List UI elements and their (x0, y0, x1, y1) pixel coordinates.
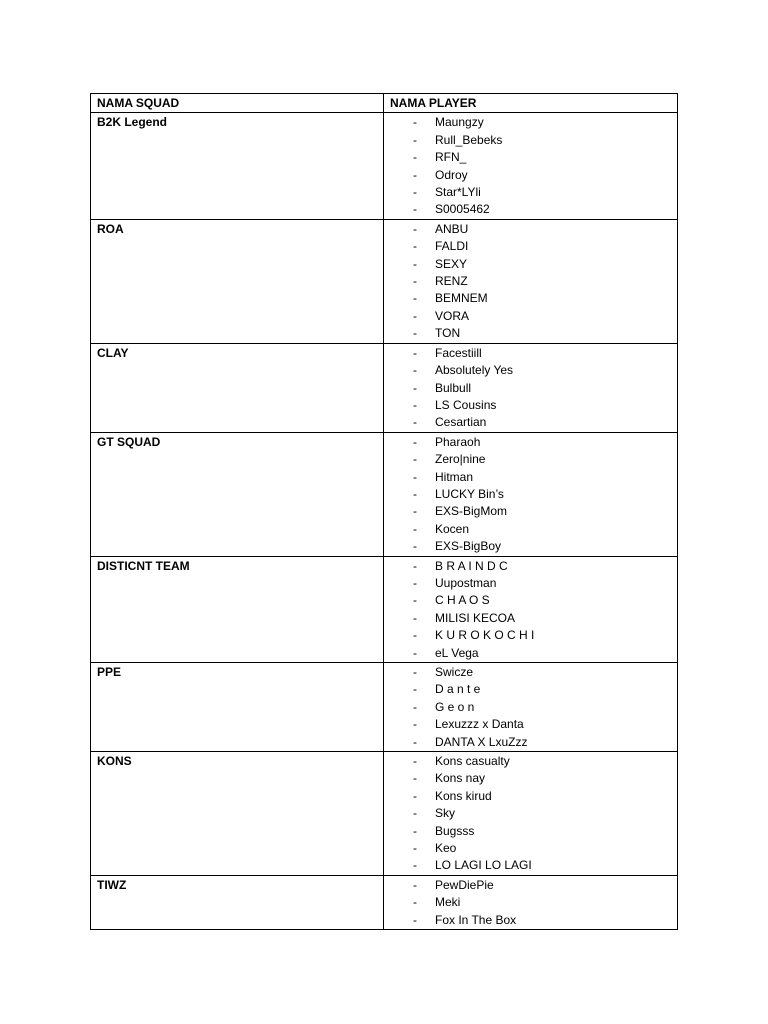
player-name: Kons casualty (435, 754, 510, 769)
list-item (384, 558, 677, 575)
player-cell (384, 556, 678, 662)
list-bullet: - (413, 415, 417, 430)
list-item (384, 503, 677, 520)
player-name: Hitman (435, 469, 474, 484)
player-name: eL Vega (435, 645, 479, 660)
player-cell (384, 432, 678, 556)
player-cell (384, 113, 678, 219)
player-name: Lexuzzz x Danta (435, 717, 524, 732)
list-item (384, 716, 677, 733)
player-name: Meki (435, 895, 461, 910)
player-name: Keo (435, 841, 457, 856)
list-item (384, 645, 677, 662)
player-name: LUCKY Bin’s (435, 486, 504, 501)
player-name: S0005462 (435, 202, 490, 217)
player-name: Uupostman (435, 575, 497, 590)
player-name: FALDI (435, 239, 469, 254)
player-name: B R A I N D C (435, 558, 508, 573)
table-row (91, 556, 678, 662)
list-item (384, 486, 677, 503)
list-bullet: - (413, 469, 417, 484)
list-item (384, 132, 677, 149)
list-bullet: - (413, 734, 417, 749)
player-name: Zero|nine (435, 452, 486, 467)
list-item (384, 894, 677, 911)
list-item (384, 273, 677, 290)
player-name: EXS-BigMom (435, 504, 508, 519)
list-bullet: - (413, 539, 417, 554)
squad-name: CLAY (91, 343, 384, 432)
list-bullet: - (413, 877, 417, 892)
player-name: Cesartian (435, 415, 487, 430)
player-name: TON (435, 326, 461, 341)
player-name: Kocen (435, 521, 470, 536)
player-name: ANBU (435, 221, 469, 236)
player-name: Odroy (435, 167, 468, 182)
header-row (91, 94, 678, 113)
list-bullet: - (413, 788, 417, 803)
player-name: K U R O K O C H I (435, 628, 535, 643)
list-bullet: - (413, 202, 417, 217)
player-name: EXS-BigBoy (435, 539, 502, 554)
list-item (384, 414, 677, 431)
list-bullet: - (413, 221, 417, 236)
list-bullet: - (413, 239, 417, 254)
player-list (384, 664, 677, 751)
list-item (384, 877, 677, 894)
list-item (384, 114, 677, 131)
player-name: SEXY (435, 256, 468, 271)
list-bullet: - (413, 256, 417, 271)
player-name: Bulbull (435, 380, 472, 395)
player-name: LO LAGI LO LAGI (435, 858, 532, 873)
squad-name: DISTICNT TEAM (91, 556, 384, 662)
squad-name: B2K Legend (91, 113, 384, 219)
list-item (384, 857, 677, 874)
player-name: BEMNEM (435, 291, 488, 306)
list-bullet: - (413, 895, 417, 910)
player-list (384, 114, 677, 218)
list-item (384, 699, 677, 716)
list-item (384, 823, 677, 840)
player-name: Facestiill (435, 345, 482, 360)
list-bullet: - (413, 858, 417, 873)
player-name: RENZ (435, 274, 468, 289)
list-item (384, 912, 677, 929)
squad-name: GT SQUAD (91, 432, 384, 556)
list-item (384, 770, 677, 787)
list-bullet: - (413, 486, 417, 501)
table-row (91, 219, 678, 343)
player-list (384, 877, 677, 929)
list-item (384, 290, 677, 307)
player-name: D a n t e (435, 682, 481, 697)
list-item (384, 627, 677, 644)
list-bullet: - (413, 434, 417, 449)
list-item (384, 308, 677, 325)
list-item (384, 380, 677, 397)
table-row (91, 663, 678, 752)
list-item (384, 167, 677, 184)
list-bullet: - (413, 771, 417, 786)
list-bullet: - (413, 397, 417, 412)
header-player: NAMA PLAYER (384, 94, 678, 113)
squad-name: ROA (91, 219, 384, 343)
list-bullet: - (413, 754, 417, 769)
squad-name: PPE (91, 663, 384, 752)
list-bullet: - (413, 610, 417, 625)
player-name: LS Cousins (435, 397, 497, 412)
squad-name: KONS (91, 752, 384, 876)
list-item (384, 221, 677, 238)
list-bullet: - (413, 558, 417, 573)
list-bullet: - (413, 167, 417, 182)
table-row (91, 343, 678, 432)
player-name: Absolutely Yes (435, 363, 514, 378)
table-row (91, 875, 678, 929)
player-name: MILISI KECOA (435, 610, 516, 625)
player-list (384, 558, 677, 662)
list-bullet: - (413, 308, 417, 323)
list-bullet: - (413, 452, 417, 467)
list-item (384, 664, 677, 681)
list-item (384, 469, 677, 486)
list-item (384, 238, 677, 255)
list-bullet: - (413, 345, 417, 360)
list-item (384, 345, 677, 362)
list-item (384, 325, 677, 342)
list-item (384, 451, 677, 468)
list-item (384, 610, 677, 627)
list-item (384, 184, 677, 201)
list-bullet: - (413, 912, 417, 927)
player-name: Kons nay (435, 771, 486, 786)
list-bullet: - (413, 593, 417, 608)
list-item (384, 592, 677, 609)
player-list (384, 434, 677, 556)
list-item (384, 434, 677, 451)
player-name: Sky (435, 806, 456, 821)
player-name: Pharaoh (435, 434, 481, 449)
list-item (384, 805, 677, 822)
player-list (384, 345, 677, 432)
list-bullet: - (413, 326, 417, 341)
list-bullet: - (413, 841, 417, 856)
player-cell (384, 219, 678, 343)
list-item (384, 575, 677, 592)
header-squad: NAMA SQUAD (91, 94, 384, 113)
list-item (384, 362, 677, 379)
list-bullet: - (413, 575, 417, 590)
list-bullet: - (413, 823, 417, 838)
squad-table-body (91, 113, 678, 930)
list-item (384, 521, 677, 538)
player-name: PewDiePie (435, 877, 494, 892)
list-bullet: - (413, 274, 417, 289)
list-bullet: - (413, 521, 417, 536)
list-bullet: - (413, 717, 417, 732)
player-list (384, 221, 677, 343)
player-name: Fox In The Box (435, 912, 517, 927)
player-name: Rull_Bebeks (435, 132, 503, 147)
list-item (384, 256, 677, 273)
table-row (91, 432, 678, 556)
list-bullet: - (413, 504, 417, 519)
list-bullet: - (413, 291, 417, 306)
list-bullet: - (413, 150, 417, 165)
player-name: RFN_ (435, 150, 467, 165)
list-bullet: - (413, 806, 417, 821)
list-bullet: - (413, 132, 417, 147)
player-name: Star*LYli (435, 185, 481, 200)
list-item (384, 840, 677, 857)
list-item (384, 788, 677, 805)
list-item (384, 753, 677, 770)
list-bullet: - (413, 682, 417, 697)
table-row (91, 113, 678, 219)
player-name: C H A O S (435, 593, 490, 608)
list-bullet: - (413, 645, 417, 660)
list-item (384, 201, 677, 218)
player-cell (384, 875, 678, 929)
player-name: Kons kirud (435, 788, 492, 803)
list-bullet: - (413, 380, 417, 395)
player-cell (384, 752, 678, 876)
list-item (384, 734, 677, 751)
table-row (91, 752, 678, 876)
squad-table (90, 93, 678, 930)
list-item (384, 397, 677, 414)
list-bullet: - (413, 699, 417, 714)
player-name: VORA (435, 308, 470, 323)
player-name: Bugsss (435, 823, 475, 838)
list-item (384, 149, 677, 166)
player-name: DANTA X LxuZzz (435, 734, 528, 749)
player-cell (384, 343, 678, 432)
player-name: Maungzy (435, 115, 484, 130)
list-bullet: - (413, 628, 417, 643)
list-bullet: - (413, 185, 417, 200)
list-bullet: - (413, 363, 417, 378)
player-cell (384, 663, 678, 752)
list-bullet: - (413, 115, 417, 130)
list-item (384, 538, 677, 555)
player-name: G e o n (435, 699, 475, 714)
player-name: Swicze (435, 665, 474, 679)
squad-name: TIWZ (91, 875, 384, 929)
player-list (384, 753, 677, 875)
list-bullet: - (413, 665, 417, 679)
list-item (384, 681, 677, 698)
